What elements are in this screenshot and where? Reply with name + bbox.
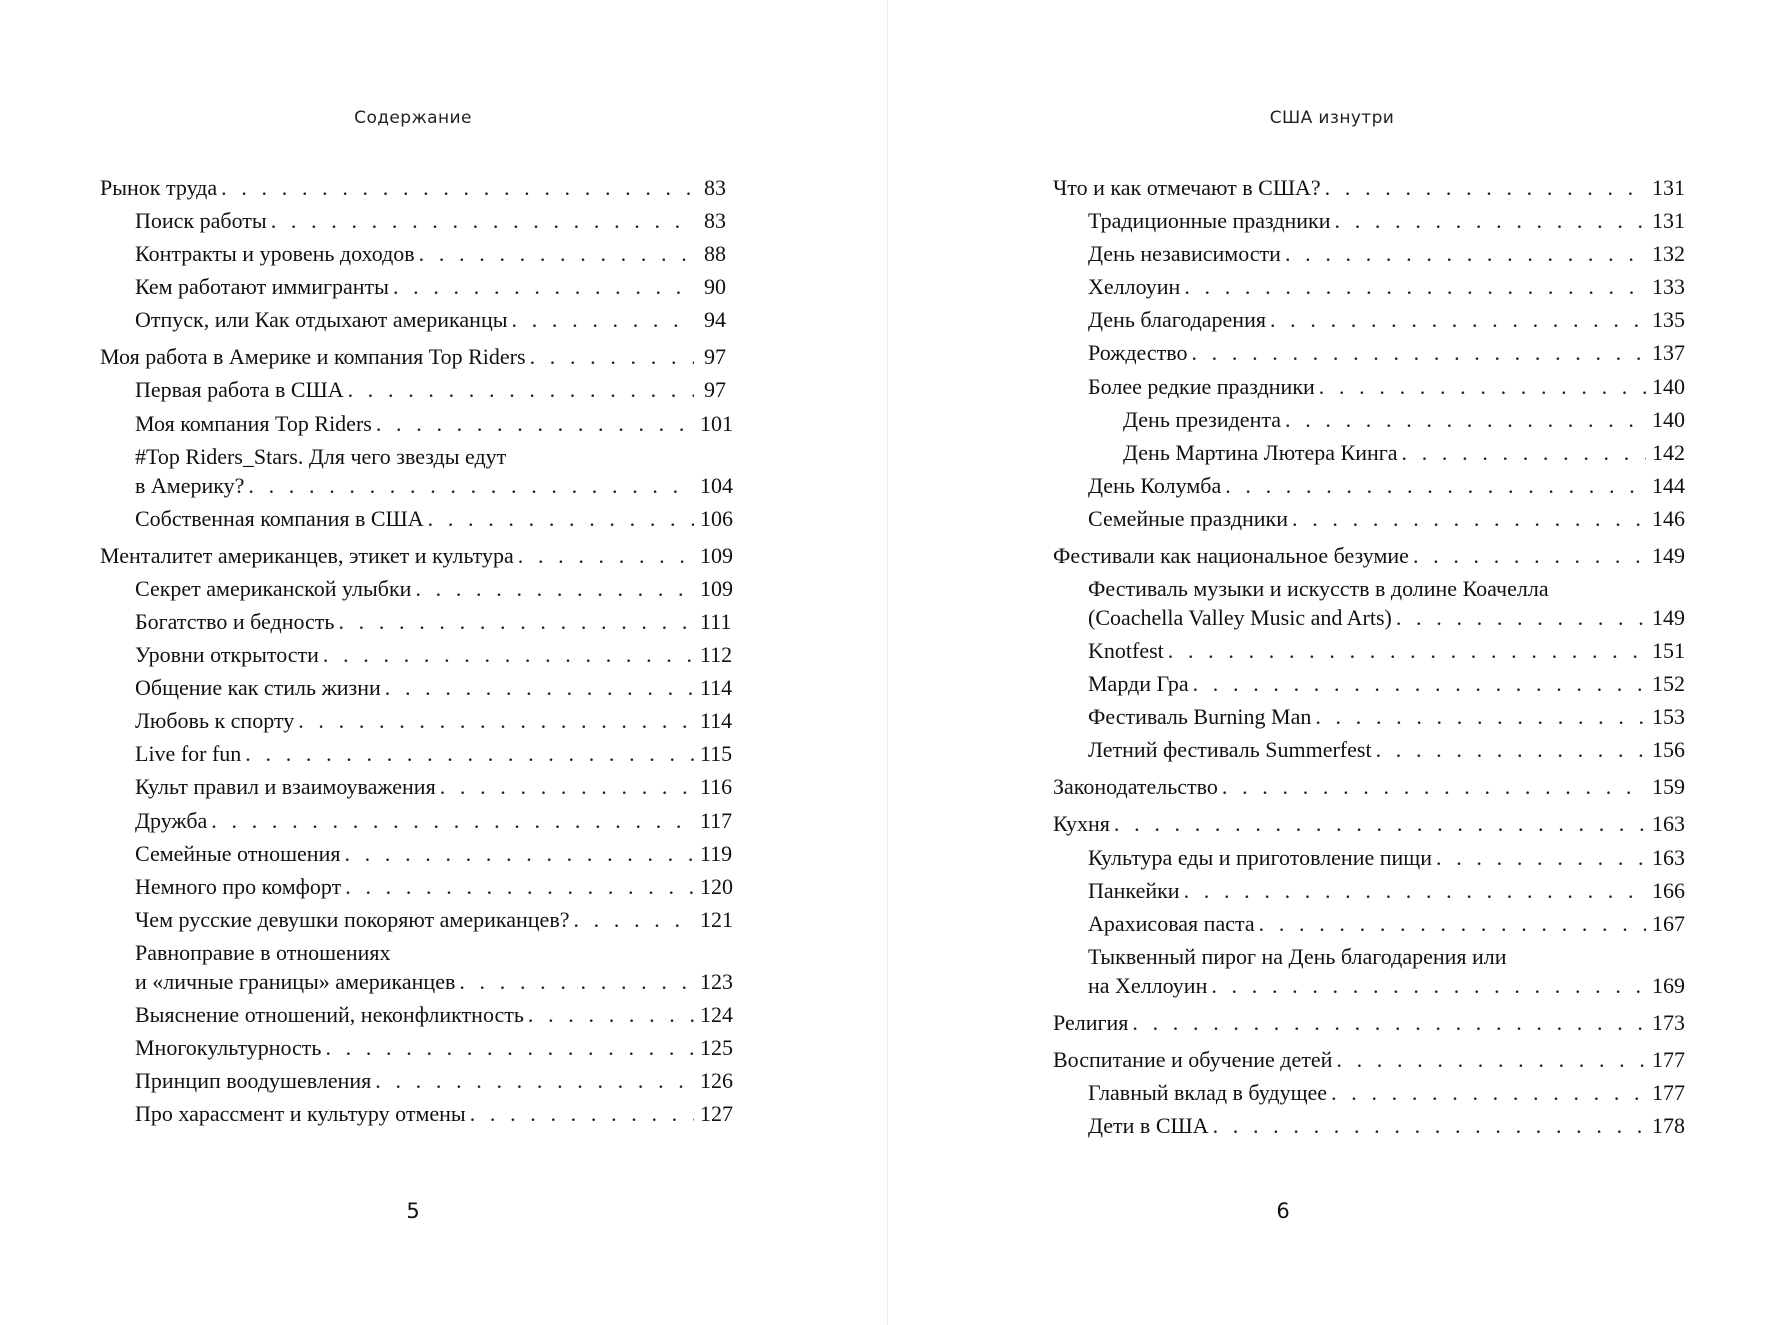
toc-entry-title: День Колумба [1088, 472, 1222, 498]
toc-entry [1053, 1078, 1685, 1107]
dot-leader [248, 471, 694, 500]
page-number: 5 [406, 1199, 420, 1223]
toc-entry [100, 938, 733, 996]
dot-leader [1331, 1078, 1646, 1107]
toc-entry-title: Чем русские девушки покоряют американцев? [135, 906, 570, 932]
toc-entry-page: 149 [1652, 605, 1685, 631]
toc-entry [100, 1033, 733, 1062]
table-of-contents [1053, 173, 1685, 1144]
toc-entry [1053, 809, 1685, 838]
toc-entry-title: Панкейки [1088, 877, 1180, 903]
toc-entry-title: и «личные границы» американцев [135, 968, 456, 994]
toc-entry [1053, 471, 1685, 500]
toc-entry-title: Хеллоуин [1088, 274, 1181, 300]
toc-entry-title: Кем работают иммигранты [135, 274, 389, 300]
toc-entry-page: 132 [1652, 241, 1685, 267]
toc-entry [100, 1099, 733, 1128]
toc-entry-page: 114 [700, 708, 733, 734]
toc-entry [100, 839, 733, 868]
dot-leader [1193, 669, 1646, 698]
toc-entry [100, 272, 726, 301]
dot-leader [419, 239, 694, 268]
toc-entry [100, 442, 733, 500]
toc-entry-title: Культура еды и приготовление пищи [1088, 844, 1433, 870]
toc-entry [100, 905, 733, 934]
toc-entry-title: Собственная компания в США [135, 505, 424, 531]
toc-entry [1053, 438, 1685, 467]
toc-entry-title: Принцип воодушевления [135, 1068, 372, 1094]
toc-entry-page: 177 [1652, 1079, 1685, 1105]
toc-entry-title-line: Тыквенный пирог на День благодарения или [1088, 943, 1507, 969]
toc-entry-title: Законодательство [1053, 774, 1218, 800]
dot-leader [1222, 772, 1646, 801]
toc-entry-title: Главный вклад в будущее [1088, 1079, 1328, 1105]
dot-leader [1132, 1008, 1646, 1037]
dot-leader [1184, 876, 1646, 905]
toc-entry-title: Моя компания Top Riders [135, 410, 372, 436]
toc-entry-title: Арахисовая паста [1088, 910, 1255, 936]
toc-entry-title: Первая работа в США [135, 377, 344, 403]
toc-entry-title: Семейные праздники [1088, 505, 1289, 531]
dot-leader [376, 409, 694, 438]
dot-leader [1213, 1111, 1646, 1140]
toc-entry [1053, 574, 1685, 632]
toc-entry-page: 83 [704, 175, 726, 200]
toc-entry [1053, 206, 1685, 235]
toc-entry-page: 144 [1652, 472, 1685, 498]
dot-leader [325, 1033, 694, 1062]
dot-leader [459, 967, 694, 996]
toc-entry-page: 115 [700, 741, 733, 767]
dot-leader [1285, 405, 1646, 434]
toc-entry-page: 106 [700, 505, 733, 531]
toc-entry-page: 112 [700, 642, 733, 668]
toc-entry [1053, 272, 1685, 301]
toc-entry [100, 574, 733, 603]
toc-entry-title: на Хеллоуин [1088, 972, 1208, 998]
toc-entry-title: Традиционные праздники [1088, 208, 1331, 234]
toc-entry-page: 97 [704, 344, 726, 370]
dot-leader [375, 1066, 694, 1095]
toc-entry-page: 140 [1652, 373, 1685, 399]
toc-entry [1053, 876, 1685, 905]
toc-entry [1053, 1045, 1685, 1074]
toc-entry [100, 305, 726, 334]
toc-entry [100, 239, 726, 268]
toc-entry-page: 111 [700, 608, 732, 634]
toc-entry-title: (Coachella Valley Music and Arts) [1088, 605, 1392, 631]
toc-entry-title: Многокультурность [135, 1035, 322, 1061]
toc-entry [1053, 239, 1685, 268]
toc-entry-title: Воспитание и обучение детей [1053, 1046, 1333, 1072]
dot-leader [1285, 239, 1646, 268]
toc-entry-title: Моя работа в Америке и компания Top Riders [100, 344, 526, 370]
toc-entry-title: Рынок труда [100, 175, 218, 200]
dot-leader [1335, 206, 1646, 235]
dot-leader [348, 375, 694, 404]
dot-leader [530, 342, 694, 371]
dot-leader [1319, 372, 1646, 401]
toc-entry-page: 146 [1652, 505, 1685, 531]
toc-entry-title: Knotfest [1088, 638, 1164, 664]
toc-entry-page: 152 [1652, 671, 1685, 697]
toc-entry-title: Поиск работы [135, 208, 267, 234]
toc-entry [1053, 541, 1685, 570]
toc-entry-title: Фестиваль Burning Man [1088, 704, 1312, 730]
toc-entry-page: 159 [1652, 774, 1685, 800]
toc-entry-page: 117 [700, 807, 733, 833]
toc-entry-title-line: Равноправие в отношениях [135, 939, 391, 965]
dot-leader [470, 1099, 694, 1128]
toc-entry [100, 1000, 733, 1029]
toc-entry-page: 131 [1652, 175, 1685, 200]
dot-leader [1292, 504, 1646, 533]
toc-entry-title: Семейные отношения [135, 840, 341, 866]
toc-entry [100, 607, 732, 636]
toc-entry [1053, 669, 1685, 698]
toc-entry-title: Летний фестиваль Summerfest [1088, 737, 1372, 763]
toc-entry-page: 133 [1652, 274, 1685, 300]
toc-entry-title: Культ правил и взаимоуважения [135, 774, 436, 800]
toc-entry [100, 173, 726, 202]
toc-entry-title: Фестивали как национальное безумие [1053, 542, 1409, 568]
dot-leader [393, 272, 694, 301]
dot-leader [1336, 1045, 1646, 1074]
toc-entry-page: 169 [1652, 972, 1685, 998]
toc-entry-page: 167 [1652, 910, 1685, 936]
toc-entry-page: 83 [704, 208, 726, 234]
toc-entry-title: Немного про комфорт [135, 873, 342, 899]
toc-entry-title: Выяснение отношений, неконфликтность [135, 1001, 524, 1027]
toc-entry-page: 94 [704, 307, 726, 333]
toc-entry-page: 90 [704, 274, 726, 300]
toc-entry-title: День независимости [1088, 241, 1281, 267]
toc-entry-title: Богатство и бедность [135, 608, 335, 634]
dot-leader [1211, 971, 1646, 1000]
toc-entry-page: 127 [700, 1101, 733, 1127]
toc-entry-title: Рождество [1088, 340, 1188, 366]
dot-leader [1259, 909, 1646, 938]
toc-entry-page: 137 [1652, 340, 1685, 366]
right-page [888, 0, 1774, 1325]
dot-leader [1270, 305, 1646, 334]
toc-entry [1053, 173, 1685, 202]
dot-leader [528, 1000, 694, 1029]
toc-entry-title: Любовь к спорту [135, 708, 295, 734]
dot-leader [1315, 702, 1646, 731]
toc-entry-page: 151 [1652, 638, 1685, 664]
toc-entry [100, 706, 733, 735]
toc-entry-page: 109 [700, 575, 733, 601]
toc-entry-title: Дети в США [1088, 1112, 1209, 1138]
toc-entry-title: Религия [1053, 1009, 1129, 1035]
dot-leader [1225, 471, 1646, 500]
toc-entry-page: 142 [1652, 439, 1685, 465]
dot-leader [1376, 735, 1646, 764]
toc-entry-title: Уровни открытости [135, 642, 319, 668]
running-head: Содержание [354, 108, 472, 128]
toc-entry [1053, 909, 1685, 938]
toc-entry-page: 123 [700, 968, 733, 994]
toc-entry [100, 206, 726, 235]
dot-leader [1184, 272, 1646, 301]
dot-leader [1325, 173, 1646, 202]
toc-entry [100, 640, 733, 669]
dot-leader [1402, 438, 1646, 467]
toc-entry-title: Менталитет американцев, этикет и культура [100, 542, 514, 568]
toc-entry [100, 772, 733, 801]
toc-entry [1053, 702, 1685, 731]
dot-leader [385, 673, 694, 702]
dot-leader [344, 839, 694, 868]
toc-entry-title: Дружба [135, 807, 208, 833]
toc-entry [1053, 636, 1685, 665]
toc-entry [1053, 372, 1685, 401]
dot-leader [298, 706, 694, 735]
toc-entry-title: День благодарения [1088, 307, 1266, 333]
toc-entry-page: 131 [1652, 208, 1685, 234]
dot-leader [573, 905, 694, 934]
toc-entry-page: 163 [1652, 844, 1685, 870]
toc-entry-title: Общение как стиль жизни [135, 675, 381, 701]
dot-leader [518, 541, 694, 570]
toc-entry [100, 409, 733, 438]
dot-leader [1436, 843, 1646, 872]
dot-leader [211, 806, 694, 835]
dot-leader [415, 574, 694, 603]
toc-entry [1053, 1008, 1685, 1037]
page-number: 6 [1276, 1199, 1290, 1223]
dot-leader [428, 504, 694, 533]
toc-entry-page: 166 [1652, 877, 1685, 903]
toc-entry [1053, 772, 1685, 801]
dot-leader [221, 173, 694, 202]
dot-leader [271, 206, 694, 235]
toc-entry-title-line: Фестиваль музыки и искусств в долине Коачелла [1088, 576, 1549, 602]
toc-entry-page: 104 [700, 472, 733, 498]
dot-leader [1191, 338, 1646, 367]
toc-entry-page: 178 [1652, 1112, 1685, 1138]
toc-entry-page: 101 [700, 410, 733, 436]
toc-entry [100, 504, 733, 533]
dot-leader [512, 305, 694, 334]
toc-entry-page: 121 [700, 906, 733, 932]
toc-entry-page: 120 [700, 873, 733, 899]
toc-entry-page: 135 [1652, 307, 1685, 333]
toc-entry-page: 149 [1652, 542, 1685, 568]
table-of-contents [100, 173, 733, 1132]
toc-entry-page: 156 [1652, 737, 1685, 763]
toc-entry-page: 114 [700, 675, 733, 701]
toc-entry [100, 342, 726, 371]
toc-entry-page: 163 [1652, 811, 1685, 837]
running-head: США изнутри [1269, 108, 1395, 128]
toc-entry [1053, 504, 1685, 533]
dot-leader [1396, 603, 1646, 632]
toc-entry-page: 88 [704, 241, 726, 267]
toc-entry [1053, 338, 1685, 367]
dot-leader [440, 772, 694, 801]
dot-leader [1413, 541, 1646, 570]
toc-entry-page: 124 [700, 1001, 733, 1027]
toc-entry [1053, 1111, 1685, 1140]
toc-entry-page: 126 [700, 1068, 733, 1094]
toc-entry-page: 173 [1652, 1009, 1685, 1035]
toc-entry-page: 97 [704, 377, 726, 403]
toc-entry-page: 153 [1652, 704, 1685, 730]
toc-entry [100, 541, 733, 570]
toc-entry-title: Марди Гра [1088, 671, 1189, 697]
toc-entry [100, 872, 733, 901]
toc-entry-page: 119 [700, 840, 733, 866]
toc-entry-title: День президента [1123, 406, 1281, 432]
toc-entry [1053, 405, 1685, 434]
toc-entry-title: Кухня [1053, 811, 1110, 837]
dot-leader [245, 739, 694, 768]
dot-leader [1114, 809, 1646, 838]
dot-leader [338, 607, 694, 636]
toc-entry-title: Секрет американской улыбки [135, 575, 412, 601]
toc-entry [1053, 942, 1685, 1000]
toc-entry [100, 739, 733, 768]
dot-leader [323, 640, 694, 669]
dot-leader [345, 872, 694, 901]
toc-entry-page: 177 [1652, 1046, 1685, 1072]
toc-entry [1053, 843, 1685, 872]
toc-entry-page: 109 [700, 542, 733, 568]
toc-entry [1053, 305, 1685, 334]
toc-entry [100, 1066, 733, 1095]
toc-entry-title: Отпуск, или Как отдыхают американцы [135, 307, 508, 333]
dot-leader [1168, 636, 1646, 665]
toc-entry [100, 806, 733, 835]
toc-entry-title: в Америку? [135, 472, 245, 498]
toc-entry-title: Что и как отмечают в США? [1053, 175, 1321, 200]
toc-entry-title: Более редкие праздники [1088, 373, 1315, 399]
toc-entry-title-line: #Top Riders_Stars. Для чего звезды едут [135, 443, 507, 469]
toc-entry [100, 673, 733, 702]
toc-entry-title: Про харассмент и культуру отмены [135, 1101, 466, 1127]
toc-entry-page: 125 [700, 1035, 733, 1061]
toc-entry-page: 116 [700, 774, 733, 800]
toc-entry-title: Live for fun [135, 741, 242, 767]
toc-entry [1053, 735, 1685, 764]
toc-entry-title: Контракты и уровень доходов [135, 241, 415, 267]
toc-entry-page: 140 [1652, 406, 1685, 432]
toc-entry-title: День Мартина Лютера Кинга [1123, 439, 1398, 465]
toc-entry [100, 375, 726, 404]
